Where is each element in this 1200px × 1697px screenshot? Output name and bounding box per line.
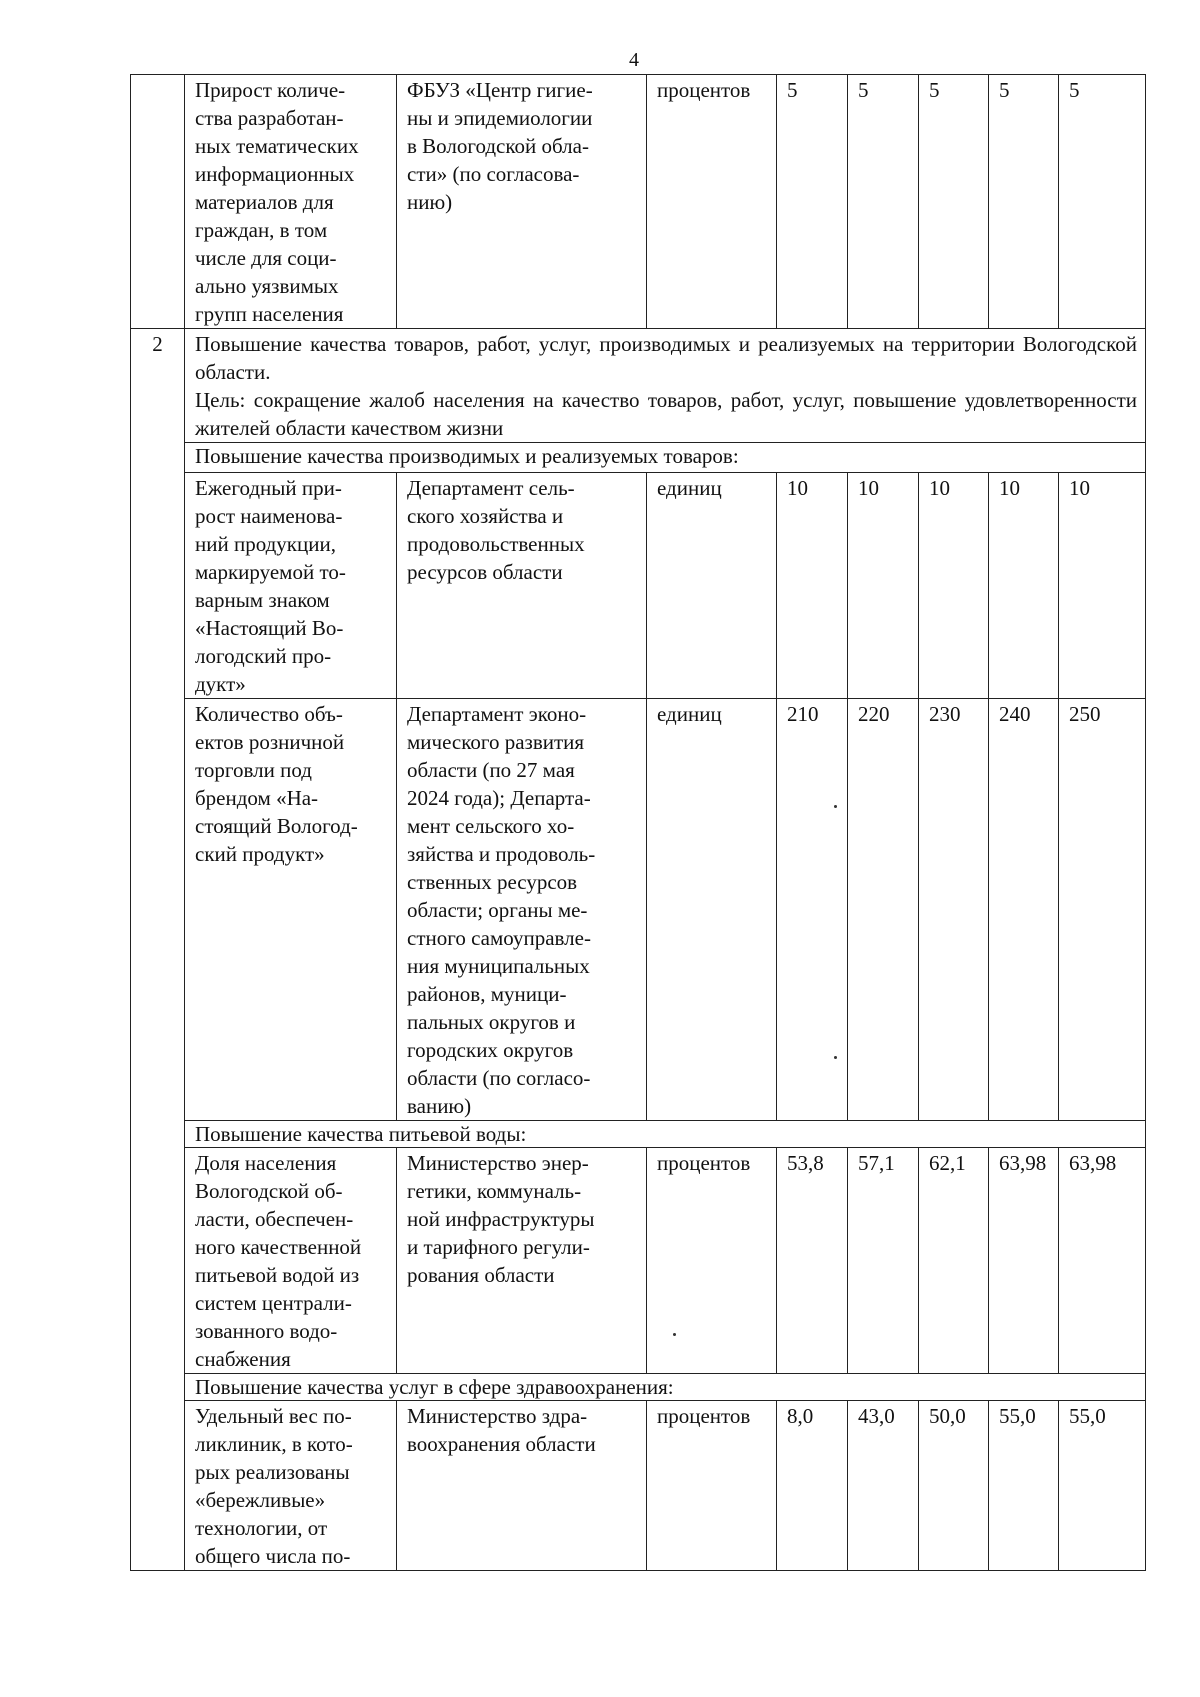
subheading-water: Повышение качества питьевой воды: [185,1121,1146,1148]
row-number-cell [131,75,185,329]
value-cell: 5 [919,75,989,329]
responsible-cell: Департамент сель- ского хозяйства и продовольственных ресурсов области [397,473,647,699]
indicator-cell: Количество объ- ектов розничной торговли под брендом «На- стоящий Вологод- ский продукт» [185,699,397,1121]
value-cell: 210 [777,699,848,1121]
table-row [131,699,1146,1121]
value-cell: 10 [777,473,848,699]
table-row [131,75,1146,329]
value-cell: 53,8 [777,1148,848,1374]
value-cell: 8,0 [777,1401,848,1571]
unit-cell: процентов [647,1148,777,1374]
table-row [131,1401,1146,1571]
responsible-cell: ФБУЗ «Центр гигие- ны и эпидемиологии в Вологодской обла- сти» (по согласова- нию) [397,75,647,329]
value-cell: 63,98 [1059,1148,1146,1374]
value-cell: 55,0 [1059,1401,1146,1571]
value-cell: 250 [1059,699,1146,1121]
value-cell: 10 [848,473,919,699]
unit-cell: единиц [647,699,777,1121]
value-cell: 57,1 [848,1148,919,1374]
indicator-cell: Удельный вес по- ликлиник, в кото- рых реализованы «бережливые» технологии, от общего числа по- [185,1401,397,1571]
value-cell: 5 [777,75,848,329]
value-cell: 63,98 [989,1148,1059,1374]
indicator-cell: Ежегодный при- рост наименова- ний продукции, маркируемой то- варным знаком «Настоящий Во- логодский про- дукт» [185,473,397,699]
responsible-cell: Департамент эконо- мического развития области (по 27 мая 2024 года); Департа- мент сельского хо- зяйства и продоволь- ственных ресурсов области; органы ме- стного самоуправле- ния муниципальных районов, муници- пальных округов и городских округов области (по согласо- ванию) [397,699,647,1121]
value-cell: 220 [848,699,919,1121]
page-number: 4 [629,49,639,71]
unit-cell: процентов [647,1401,777,1571]
subheading-row [131,1121,1146,1148]
subheading-row [131,443,1146,473]
section-row [131,329,1146,443]
unit-cell: единиц [647,473,777,699]
value-cell: 50,0 [919,1401,989,1571]
table-row [131,1148,1146,1374]
subheading-goods: Повышение качества производимых и реализуемых товаров: [185,443,1146,473]
value-cell: 5 [848,75,919,329]
value-cell: 10 [1059,473,1146,699]
value-cell: 10 [919,473,989,699]
value-cell: 55,0 [989,1401,1059,1571]
subheading-health: Повышение качества услуг в сфере здравоохранения: [185,1374,1146,1401]
scan-speck [673,1333,676,1336]
responsible-cell: Министерство энер- гетики, коммуналь- ной инфраструктуры и тарифного регули- рования области [397,1148,647,1374]
value-cell: 43,0 [848,1401,919,1571]
value-cell: 10 [989,473,1059,699]
value-cell: 5 [1059,75,1146,329]
indicators-table [130,74,1146,1571]
value-cell: 5 [989,75,1059,329]
responsible-cell: Министерство здра- воохранения области [397,1401,647,1571]
table-row [131,473,1146,699]
value-cell: 62,1 [919,1148,989,1374]
unit-cell: процентов [647,75,777,329]
scan-speck [834,1056,837,1059]
indicator-cell: Доля населения Вологодской об- ласти, обеспечен- ного качественной питьевой водой из систем централи- зованного водо- снабжения [185,1148,397,1374]
value-cell: 240 [989,699,1059,1121]
section-heading: Повышение качества товаров, работ, услуг, производимых и реализуемых на территории Вологодской области. Цель: сокращение жалоб населения на качество товаров, работ, услуг, повышение удовлетворенности жителей области качеством жизни [185,329,1146,443]
scan-speck [834,805,837,808]
value-cell: 230 [919,699,989,1121]
indicator-cell: Прирост количе- ства разработан- ных тематических информационных материалов для граждан, в том числе для соци- ально уязвимых групп населения [185,75,397,329]
section-number: 2 [131,329,185,1571]
subheading-row [131,1374,1146,1401]
